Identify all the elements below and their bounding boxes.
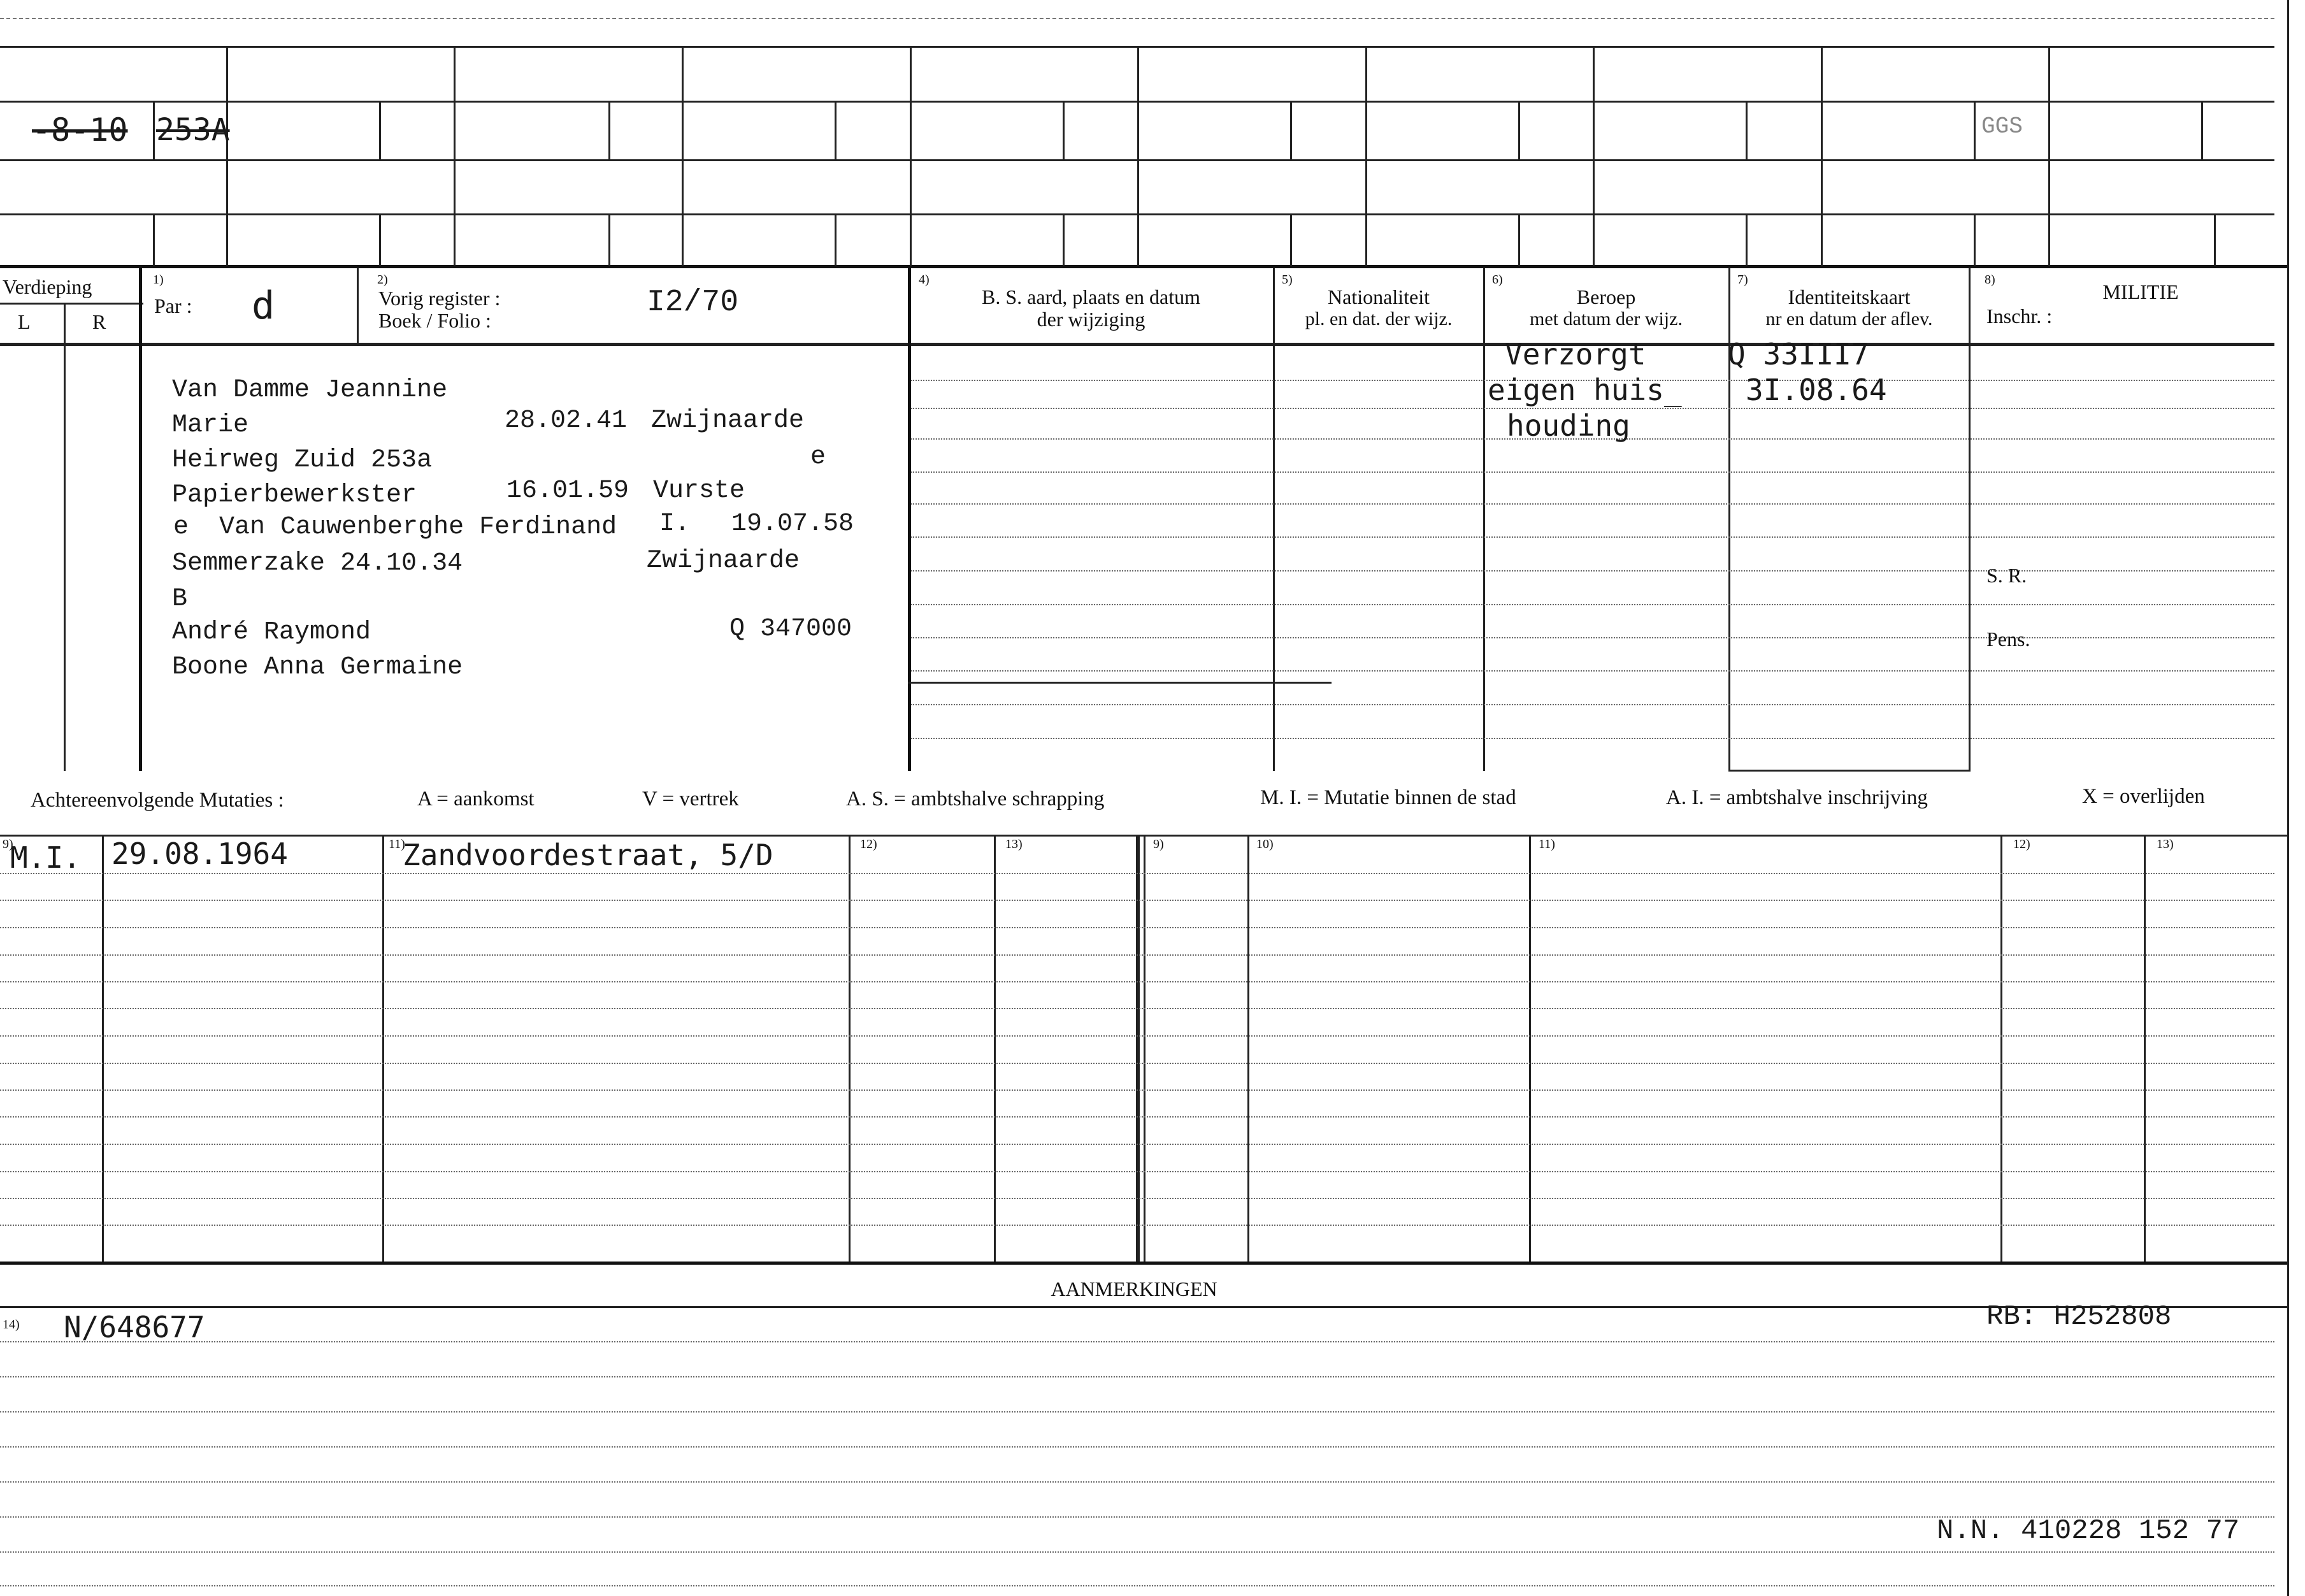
militie-num: 8) xyxy=(1985,273,1995,287)
aanmerkingen-value: N/648677 xyxy=(64,1310,205,1344)
aanmerkingen-num: 14) xyxy=(3,1318,20,1332)
legend-v: V = vertrek xyxy=(642,787,739,810)
right-edge xyxy=(2287,0,2289,1596)
beroep-line2: met datum der wijz. xyxy=(1530,308,1683,329)
beroep-line1: Beroep xyxy=(1576,285,1636,308)
mut-col-d11: 11) xyxy=(1539,837,1555,851)
mutatie-date: 29.08.1964 xyxy=(111,837,288,871)
bs-line2: der wijziging xyxy=(1037,308,1145,331)
legend-x: X = overlijden xyxy=(2082,785,2205,808)
verdieping-label: Verdieping xyxy=(3,275,92,298)
beroep-value-1: Verzorgt xyxy=(1505,337,1646,371)
mut-col-d9: 9) xyxy=(1153,837,1164,851)
mut-col-11: 11) xyxy=(389,837,405,851)
beroep-value-3: houding xyxy=(1507,408,1630,443)
person-line9: Boone Anna Germaine xyxy=(172,653,463,682)
person-line3-addr: Heirweg Zuid 253a xyxy=(172,446,433,475)
person-line8-q: Q 347000 xyxy=(729,615,852,643)
stamp-text: GGS xyxy=(1981,113,2023,140)
par-mark: d xyxy=(252,284,275,328)
par-label: Par : xyxy=(154,294,192,317)
id-line2: nr en datum der aflev. xyxy=(1765,308,1933,329)
beroep-num: 6) xyxy=(1492,273,1503,287)
person-line5: e Van Cauwenberghe Ferdinand xyxy=(173,513,617,542)
beroep-value-2: eigen huis_ xyxy=(1488,373,1682,407)
person-line4-job: Papierbewerkster xyxy=(172,481,417,510)
vorig-register-value: I2/70 xyxy=(647,285,739,320)
mut-col-13: 13) xyxy=(1005,837,1023,851)
person-line4-date: 16.01.59 xyxy=(506,477,629,505)
id-value-1: Q 33III7 xyxy=(1728,337,1869,371)
nat-num: 5) xyxy=(1282,273,1293,287)
militie-inschr: Inschr. : xyxy=(1986,305,2053,327)
person-line2-place: Zwijnaarde xyxy=(651,406,805,435)
mut-col-d13: 13) xyxy=(2157,837,2174,851)
verdieping-l: L xyxy=(18,310,31,333)
aanmerkingen-title: AANMERKINGEN xyxy=(1051,1277,1217,1300)
person-line2-name: Marie xyxy=(172,411,249,440)
legend-ai: A. I. = ambtshalve inschrijving xyxy=(1666,786,1928,809)
legend-as: A. S. = ambtshalve schrapping xyxy=(846,787,1105,810)
old-date: -8-10 xyxy=(32,111,128,148)
legend-a: A = aankomst xyxy=(417,787,535,810)
par-num: 1) xyxy=(153,273,164,287)
legend-mi: M. I. = Mutatie binnen de stad xyxy=(1260,786,1516,809)
mutatie-code: M.I. xyxy=(10,840,81,875)
nat-line2: pl. en dat. der wijz. xyxy=(1305,308,1453,329)
aanmerkingen-rb: RB: H252808 xyxy=(1986,1301,2172,1333)
bs-num: 4) xyxy=(919,273,930,287)
id-num: 7) xyxy=(1737,273,1748,287)
mut-col-d12: 12) xyxy=(2013,837,2030,851)
person-line8: André Raymond xyxy=(172,618,371,647)
person-line3-mark: e xyxy=(810,443,826,471)
bs-line1: B. S. aard, plaats en datum xyxy=(981,285,1201,308)
person-line4-place: Vurste xyxy=(653,477,745,505)
mut-col-d10: 10) xyxy=(1256,837,1274,851)
nat-line1: Nationaliteit xyxy=(1328,285,1430,308)
militie-title: MILITIE xyxy=(2102,280,2179,303)
id-value-2: 3I.08.64 xyxy=(1746,373,1887,407)
militie-pens: Pens. xyxy=(1986,628,2030,651)
boek-folio-label: Boek / Folio : xyxy=(378,309,491,332)
person-line2-date: 28.02.41 xyxy=(505,406,628,435)
person-line1: Van Damme Jeannine xyxy=(172,376,448,405)
person-line5-mark: I. xyxy=(659,510,691,538)
vorig-num: 2) xyxy=(377,273,388,287)
mut-col-12: 12) xyxy=(860,837,877,851)
mutaties-title: Achtereenvolgende Mutaties : xyxy=(31,789,284,812)
old-number: 253A xyxy=(156,112,230,148)
vorig-register-label: Vorig register : xyxy=(378,287,501,310)
person-line6: Semmerzake 24.10.34 xyxy=(172,549,463,578)
aanmerkingen-nn: N.N. 410228 152 77 xyxy=(1937,1515,2240,1547)
person-line7: B xyxy=(172,585,188,614)
person-line6-place: Zwijnaarde xyxy=(647,547,800,575)
militie-sr: S. R. xyxy=(1986,564,2027,587)
mutatie-address: Zandvoordestraat, 5/D xyxy=(403,838,773,872)
mut-col-9: 9) xyxy=(3,837,13,851)
id-line1: Identiteitskaart xyxy=(1788,285,1911,308)
person-line5-date: 19.07.58 xyxy=(731,510,854,538)
verdieping-r: R xyxy=(92,310,106,333)
